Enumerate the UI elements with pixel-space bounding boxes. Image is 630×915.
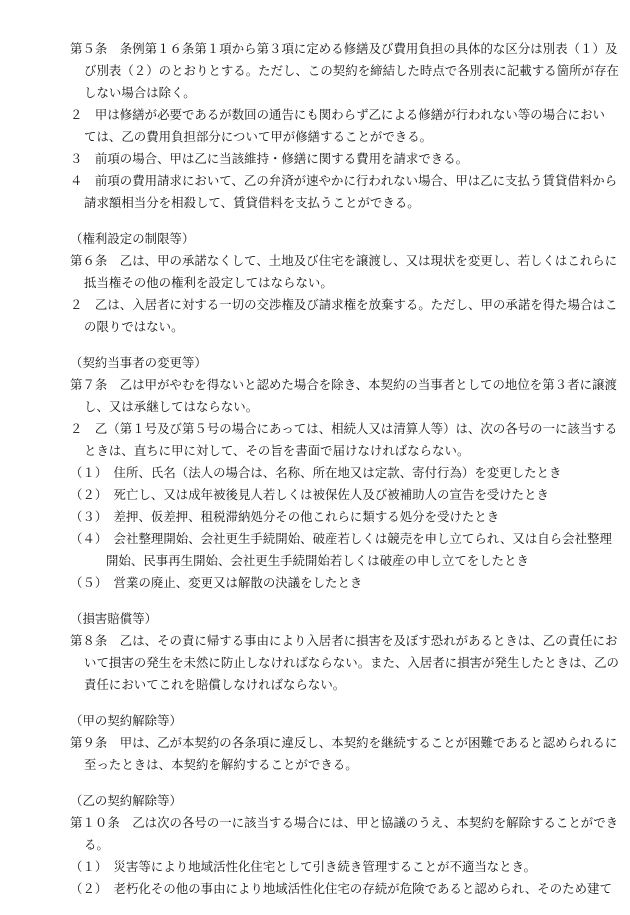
article-7-line-1: 第７条 乙は甲がやむを得ないと認めた場合を除き、本契約の当事者としての地位を第３者に譲渡 <box>70 377 617 392</box>
article-7-item-4-line-1: （４） 会社整理開始、会社更生手続開始、破産若しくは競売を申し立てられ、又は自ら会社整理 <box>70 531 612 546</box>
article-9-line-1: 第９条 甲は、乙が本契約の各条項に違反し、本契約を継続することが困難であると認められるに <box>70 735 618 750</box>
article-7-item-5: （５） 営業の廃止、変更又は解散の決議をしたとき <box>70 575 363 590</box>
article-7-item-2: （２） 死亡し、又は成年被後見人若しくは被保佐人及び被補助人の宣告を受けたとき <box>70 487 549 502</box>
article-6-line-1: 第６条 乙は、甲の承諾なくして、土地及び住宅を譲渡し、又は現状を変更し、若しくはこれらに <box>70 253 618 268</box>
article-5-para-4-line-1: ４ 前項の費用請求において、乙の弁済が速やかに行われない場合、甲は乙に支払う賃貸借料から <box>70 173 618 188</box>
heading-article-10: （乙の契約解除等） <box>70 793 182 808</box>
article-7-para-2-line-2: ときは、直ちに甲に対して、その旨を書面で届けなければならない。 <box>84 443 470 458</box>
article-7-para-2-line-1: ２ 乙（第１号及び第５号の場合にあっては、相続人又は清算人等）は、次の各号の一に該当する <box>70 421 618 436</box>
article-8-line-3: 責任においてこれを賠償しなければならない。 <box>84 677 346 692</box>
article-7-line-2: し、又は承継してはならない。 <box>84 399 259 414</box>
heading-article-9: （甲の契約解除等） <box>70 713 182 728</box>
article-10-line-1: 第１０条 乙は次の各号の一に該当する場合には、甲と協議のうえ、本契約を解除することができ <box>70 815 619 830</box>
article-8-line-2: いて損害の発生を未然に防止しなければならない。また、入居者に損害が発生したときは、乙の <box>84 655 619 670</box>
article-5-line-1: 第５条 条例第１６条第１項から第３項に定める修繕及び費用負担の具体的な区分は別表（１）及 <box>70 41 618 56</box>
article-7-item-3: （３） 差押、仮差押、租税滞納処分その他これらに類する処分を受けたとき <box>70 509 500 524</box>
article-5-para-4-line-2: 請求額相当分を相殺して、賃貸借料を支払うことができる。 <box>84 195 420 210</box>
article-5-para-2-line-2: ては、乙の費用負担部分について甲が修繕することができる。 <box>84 129 433 144</box>
article-5-line-3: しない場合は除く。 <box>84 85 196 100</box>
article-5-para-3: ３ 前項の場合、甲は乙に当該維持・修繕に関する費用を請求できる。 <box>70 151 469 166</box>
article-7-item-1: （１） 住所、氏名（法人の場合は、名称、所在地又は定款、寄付行為）を変更したとき <box>70 465 562 480</box>
article-5-line-2: び別表（２）のとおりとする。ただし、この契約を締結した時点で各別表に記載する箇所が存在 <box>84 63 619 78</box>
article-6-line-2: 抵当権その他の権利を設定してはならない。 <box>84 275 333 290</box>
article-7-item-4-line-2: 開始、民事再生開始、会社更生手続開始若しくは破産の申し立てをしたとき <box>106 553 529 568</box>
heading-article-7: （契約当事者の変更等） <box>70 355 207 370</box>
heading-article-6: （権利設定の制限等） <box>70 231 195 246</box>
article-5-para-2-line-1: ２ 甲は修繕が必要であるが数回の通告にも関わらず乙による修繕が行われない等の場合におい <box>70 107 605 122</box>
article-6-para-2-line-2: の限りではない。 <box>84 319 184 334</box>
article-9-line-2: 至ったときは、本契約を解約することができる。 <box>84 757 358 772</box>
article-10-item-1: （１） 災害等により地域活性化住宅として引き続き管理することが不適当なとき。 <box>70 859 537 874</box>
article-6-para-2-line-1: ２ 乙は、入居者に対する一切の交渉権及び請求権を放棄する。ただし、甲の承諾を得た場合はこ <box>70 297 618 312</box>
article-10-item-2: （２） 老朽化その他の事由により地域活性化住宅の存続が危険であると認められ、そのため建て <box>70 881 612 896</box>
heading-article-8: （損害賠償等） <box>70 611 158 626</box>
article-8-line-1: 第８条 乙は、その責に帰する事由により入居者に損害を及ぼす恐れがあるときは、乙の責任にお <box>70 633 618 648</box>
article-10-line-2: る。 <box>84 837 109 852</box>
